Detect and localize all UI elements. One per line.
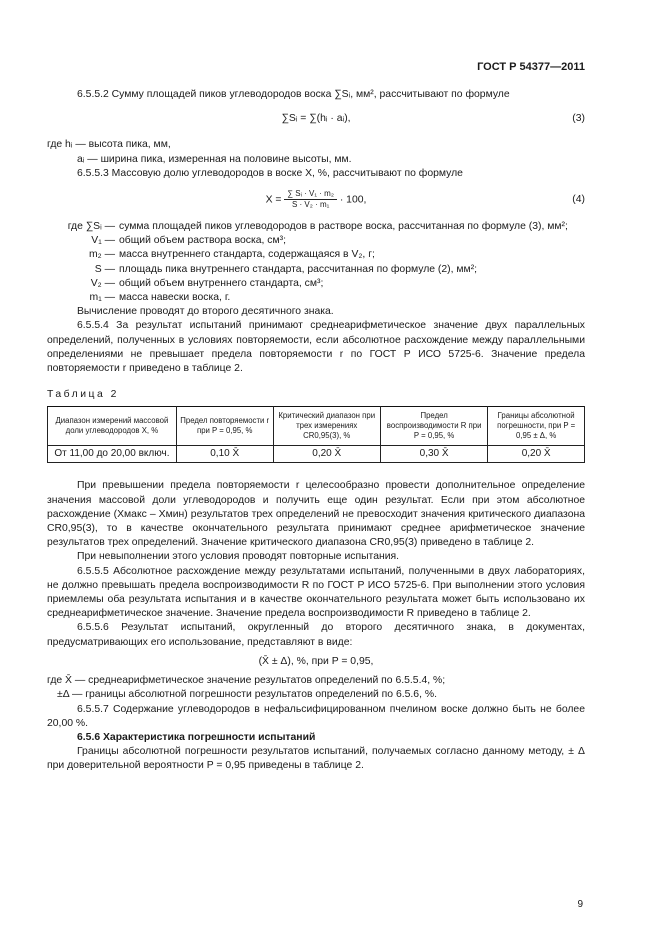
table-header: Предел воспроизводимости R при P = 0,95, %	[380, 407, 487, 446]
para-6-5-5-3: 6.5.5.3 Массовую долю углеводородов в воске X, %, рассчитывают по формуле	[77, 167, 463, 179]
para-calc-precision: Вычисление проводят до второго десятичного знака.	[77, 306, 334, 318]
formula-3	[47, 112, 585, 126]
page-body	[47, 88, 585, 774]
legend-value: общий объем внутреннего стандарта, см³;	[119, 277, 324, 289]
legend-delta: ±Δ — границы абсолютной погрешности результатов определений по 6.5.6, %.	[57, 689, 437, 701]
para-6-5-6: Границы абсолютной погрешности результатов испытаний, получаемых согласно данному методу, ± Δ при доверительной вероятности P = 0,95 приведены в таблице 2.	[47, 746, 585, 772]
legend-key: V₂ —	[90, 277, 115, 289]
formula-result	[47, 655, 585, 669]
page-number: 9	[577, 899, 583, 910]
legend-value: масса навески воска, г.	[119, 292, 231, 304]
table-header: Предел повторяемости r при P = 0,95, %	[176, 407, 273, 446]
legend-value: сумма площадей пиков углеводородов в растворе воска, рассчитанная по формуле (3), мм²;	[119, 221, 568, 233]
formula-4-denominator: S · V₂ · m₁	[291, 200, 330, 210]
legend-key: где ∑Sᵢ —	[67, 221, 115, 233]
table-header: Критический диапазон при трех измерениях CR0,95(3), %	[273, 407, 380, 446]
formula-4-fraction	[284, 189, 337, 210]
para-6-5-5-4: 6.5.5.4 За результат испытаний принимают среднеарифметическое значение двух параллельных определений, полученных в условиях повторяемости, если абсолютное расхождение между параллельными определениями не превышает предела повторяемости r по ГОСТ Р ИСО 5725-6. Значение предела повторяемости r приведено в таблице 2.	[47, 320, 585, 375]
table-cell: 0,10 X̄	[176, 446, 273, 463]
legend-a: aᵢ — ширина пика, измеренная на половине высоты, мм.	[77, 153, 352, 165]
formula-4-tail: · 100,	[339, 194, 367, 206]
legend-key: S —	[94, 263, 115, 275]
table-cell: 0,20 X̄	[488, 446, 585, 463]
para-repeatability-exceeded: При превышении предела повторяемости r целесообразно провести дополнительное определение значения массовой доли углеводородов и получить еще один результат. Если при этом абсолютное расхождение (Xмакс – Xмин) результатов трех определений не превосходит значения критического диапазона CR0,95(3), то в качестве окончательного результата принимают среднее арифметическое значение результатов трех определений. Значение критического диапазона CR0,95(3) приведено в таблице 2.	[47, 480, 585, 549]
formula-result-text: (X̄ ± Δ), %, при P = 0,95,	[258, 655, 374, 667]
para-6-5-5-7: 6.5.5.7 Содержание углеводородов в нефальсифицированном пчелином воске должно быть не более 20,00 %.	[47, 703, 585, 729]
legend-formula-4	[47, 220, 585, 305]
legend-value: масса внутреннего стандарта, содержащаяся в V₂, г;	[119, 249, 375, 261]
formula-4-lhs: X =	[265, 194, 282, 206]
para-6-5-5-2: 6.5.5.2 Сумму площадей пиков углеводородов воска ∑Sᵢ, мм², рассчитывают по формуле	[77, 89, 510, 100]
table-cell: 0,30 X̄	[380, 446, 487, 463]
para-repeat-tests: При невыполнении этого условия проводят повторные испытания.	[77, 551, 400, 563]
formula-3-number: (3)	[572, 113, 585, 125]
para-6-5-5-5: 6.5.5.5 Абсолютное расхождение между результатами испытаний, полученными в двух лабораториях, не должно превышать предела воспроизводимости R по ГОСТ Р ИСО 5725-6. При выполнении этого условия приемлемы оба результата испытания и в качестве окончательного результата может быть использовано их среднеарифметическое значение. Значение предела воспроизводимости R приведено в таблице 2.	[47, 565, 585, 620]
para-6-5-5-6: 6.5.5.6 Результат испытаний, округленный до второго десятичного знака, в документах, предусматривающих его использование, представляют в виде:	[47, 622, 585, 648]
formula-4	[47, 189, 585, 210]
legend-value: общий объем раствора воска, см³;	[119, 235, 286, 247]
legend-key: m₂ —	[89, 249, 115, 261]
table-row	[48, 446, 585, 463]
formula-3-text: ∑Sᵢ = ∑(hᵢ · aᵢ),	[281, 113, 351, 125]
table-header: Диапазон измерений массовой доли углеводородов X, %	[48, 407, 177, 446]
table-2	[47, 406, 585, 463]
formula-4-number: (4)	[572, 193, 585, 205]
legend-value: площадь пика внутреннего стандарта, рассчитанная по формуле (2), мм²;	[119, 263, 478, 275]
table-2-caption: Таблица 2	[47, 389, 119, 401]
legend-key: V₁ —	[91, 235, 115, 247]
table-header: Границы абсолютной погрешности, при P = 0,95 ± Δ, %	[488, 407, 585, 446]
formula-4-numerator: ∑ Sᵢ · V₁ · m₂	[284, 189, 337, 200]
document-header: ГОСТ Р 54377—2011	[477, 61, 585, 73]
table-cell: 0,20 X̄	[273, 446, 380, 463]
legend-xbar: где X̄ — среднеарифметическое значение результатов определений по 6.5.5.4, %;	[47, 675, 446, 687]
section-6-5-6-heading: 6.5.6 Характеристика погрешности испытаний	[77, 731, 316, 743]
legend-h: где hᵢ — высота пика, мм,	[47, 139, 171, 151]
table-cell: От 11,00 до 20,00 включ.	[48, 446, 177, 463]
legend-key: m₁ —	[89, 292, 115, 304]
